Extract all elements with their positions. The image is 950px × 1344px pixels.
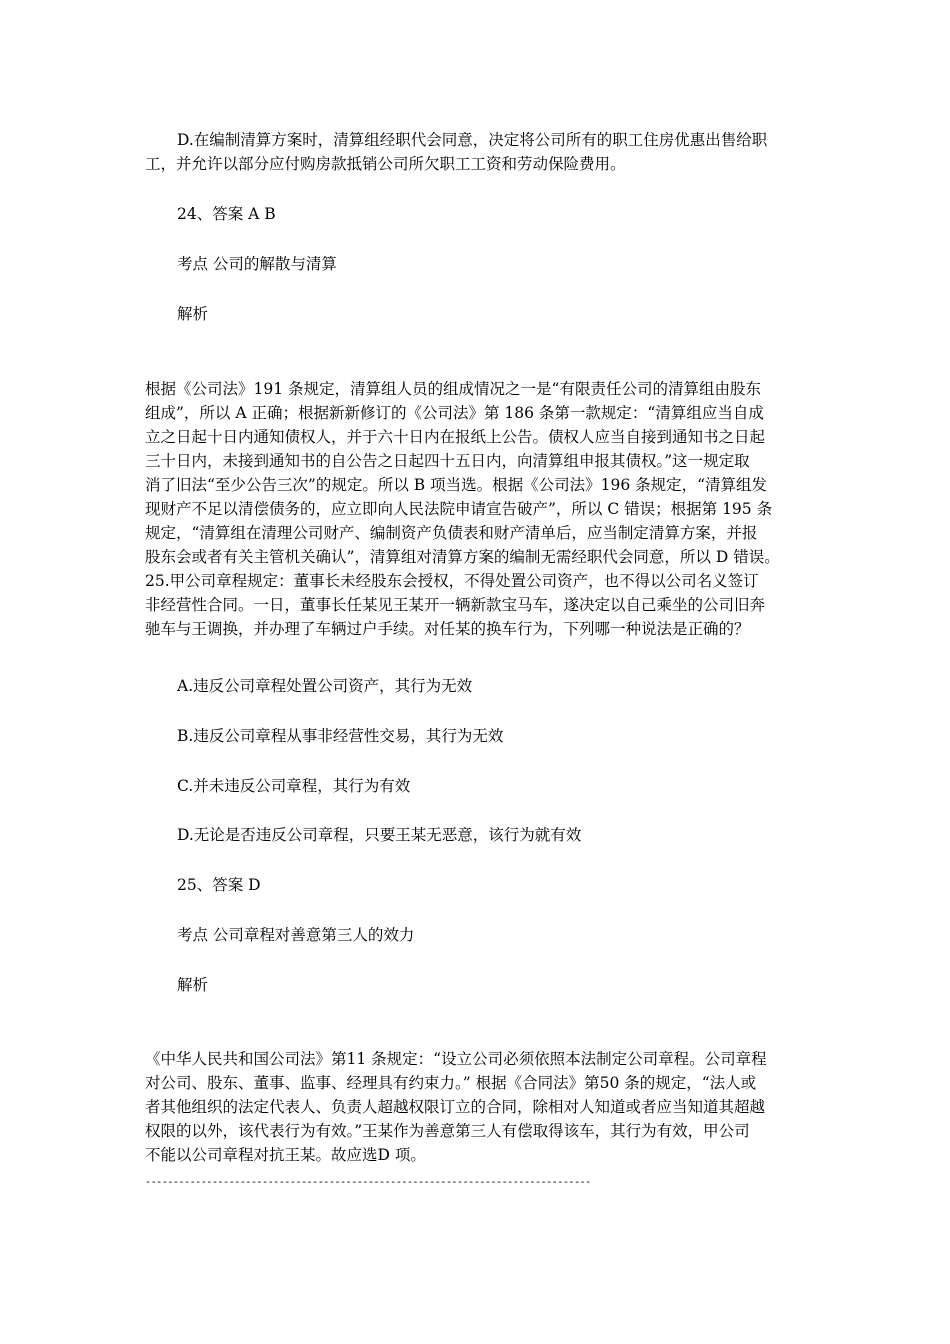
separator-line: -------------------------------------------------------------------------------- — [145, 1176, 591, 1188]
q25-analysis-line-3: 者其他组织的法定代表人、负责人超越权限订立的合同，除相对人知道或者应当知道其超越 — [145, 1098, 766, 1116]
q24-analysis-line-3: 立之日起十日内通知债权人，并于六十日内在报纸上公告。债权人应当自接到通知书之日起 — [145, 428, 766, 446]
q24-option-d-line-2: 工，并允许以部分应付购房款抵销公司所欠职工工资和劳动保险费用。 — [145, 155, 626, 173]
q25-question-line-2: 非经营性合同。一日，董事长任某见王某开一辆新款宝马车，遂决定以自己乘坐的公司旧奔 — [145, 596, 766, 614]
q25-option-d: D.无论是否违反公司章程，只要王某无恶意，该行为就有效 — [177, 826, 582, 844]
q24-option-d-line-1: D.在编制清算方案时，清算组经职代会同意，决定将公司所有的职工住房优惠出售给职 — [177, 131, 768, 149]
q24-analysis-line-2: 组成”，所以 A 正确；根据新新修订的《公司法》第 186 条第一款规定：“清算组应当自成 — [145, 404, 764, 422]
q24-answer: 24、答案 A B — [177, 205, 276, 223]
q25-topic: 考点 公司章程对善意第三人的效力 — [177, 926, 415, 944]
q24-topic: 考点 公司的解散与清算 — [177, 255, 337, 273]
q25-option-c: C.并未违反公司章程，其行为有效 — [177, 777, 411, 795]
q25-question-line-3: 驰车与王调换，并办理了车辆过户手续。对任某的换车行为，下列哪一种说法是正确的？ — [145, 620, 750, 638]
q25-analysis-line-4: 权限的以外，该代表行为有效。”王某作为善意第三人有偿取得该车，其行为有效，甲公司 — [145, 1122, 750, 1140]
q24-analysis-line-4: 三十日内，未接到通知书的自公告之日起四十五日内，向清算组申报其债权。”这一规定取 — [145, 452, 750, 470]
q25-analysis-line-2: 对公司、股东、董事、监事、经理具有约束力。” 根据《合同法》第50 条的规定，“法人或 — [145, 1074, 757, 1092]
q25-option-a: A.违反公司章程处置公司资产，其行为无效 — [177, 677, 473, 695]
q25-answer: 25、答案 D — [177, 876, 261, 894]
q24-analysis-line-6: 现财产不足以清偿债务的，应立即向人民法院申请宣告破产”，所以 C 错误；根据第 195 条 — [145, 500, 773, 518]
q24-analysis-line-5: 消了旧法“至少公告三次”的规定。所以 B 项当选。根据《公司法》196 条规定，“清算组发 — [145, 476, 768, 494]
q25-option-b: B.违反公司章程从事非经营性交易，其行为无效 — [177, 727, 504, 745]
q24-analysis-label: 解析 — [177, 305, 209, 323]
q25-analysis-line-1: 《中华人民共和国公司法》第11 条规定：“设立公司必须依照本法制定公司章程。公司章程 — [145, 1050, 767, 1068]
q25-analysis-line-5: 不能以公司章程对抗王某。故应选D 项。 — [145, 1146, 426, 1164]
q24-analysis-line-8: 股东会或者有关主管机关确认”，清算组对清算方案的编制无需经职代会同意，所以 D 错误。 — [145, 548, 780, 566]
q25-question-line-1: 25.甲公司章程规定：董事长未经股东会授权，不得处置公司资产，也不得以公司名义签订 — [145, 572, 759, 590]
q24-analysis-line-7: 规定，“清算组在清理公司财产、编制资产负债表和财产清单后，应当制定清算方案，并报 — [145, 524, 758, 542]
q24-analysis-line-1: 根据《公司法》191 条规定，清算组人员的组成情况之一是“有限责任公司的清算组由股东 — [145, 380, 761, 398]
q25-analysis-label: 解析 — [177, 976, 209, 994]
